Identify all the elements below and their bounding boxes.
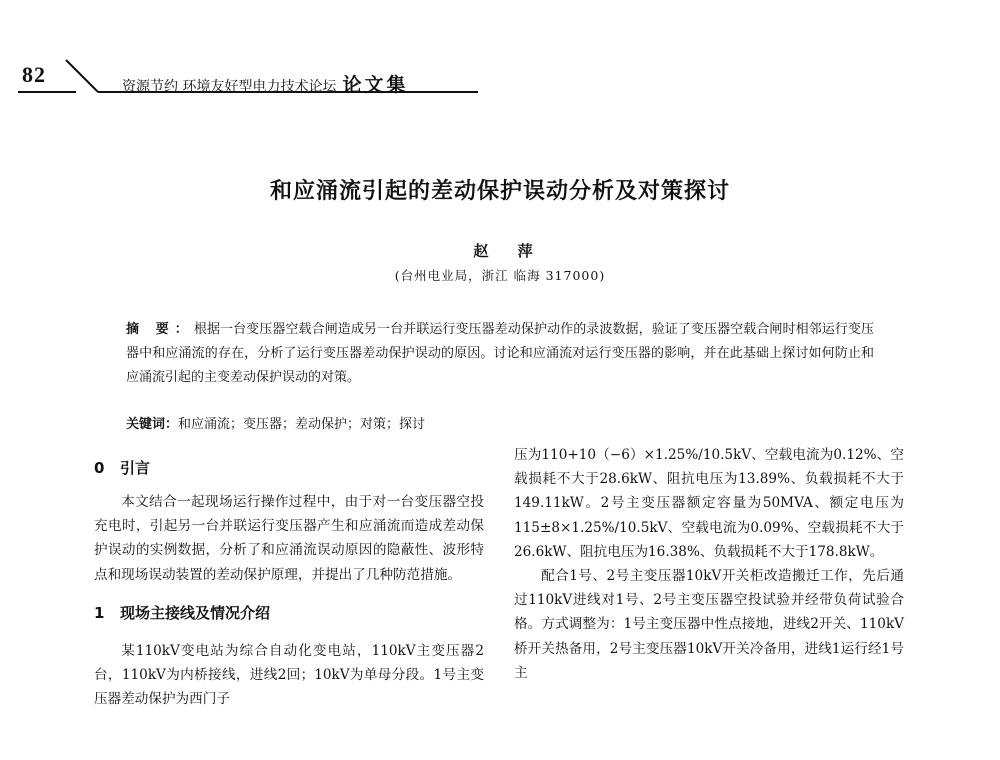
collection-label: 论文集: [342, 74, 409, 96]
keywords: [126, 413, 874, 437]
abstract: [126, 318, 874, 390]
section-number: 1: [94, 603, 105, 622]
section-title: 现场主接线及情况介绍: [120, 603, 271, 622]
left-column: [94, 456, 484, 711]
paper-title: 和应涌流引起的差动保护误动分析及对策探讨: [269, 178, 730, 204]
section-number: 0: [94, 459, 105, 477]
operation-paragraph: 配合1号、2号主变压器10kV开关柜改造搬迁工作，先后通过110kV进线对1号、2号主变压器空投试验并经带负荷试验合格。方式调整为：1号主变压器中性点接地，进线2开关、110kV桥开关热备用，2号主变压器10kV开关冷备用，进线1运行经1号主: [514, 568, 904, 681]
keywords-label: 关键词：: [126, 417, 179, 432]
page-number: 82: [22, 62, 46, 87]
abstract-label: 摘 要：: [126, 322, 194, 337]
transformer-specs-paragraph: 压为110+10（−6）×1.25%/10.5kV、空载电流为0.12%、空载损耗不大于28.6kW、阻抗电压为13.89%、负载损耗不大于149.11kW。2号主变压器额定容量为50MVA、额定电压为115±8×1.25%/10.5kV、空载电流为0.09%、空载损耗不大于26.6kW、阻抗电压为16.38%、负载损耗不大于178.8kW。: [514, 447, 904, 560]
section-title: 引言: [120, 459, 151, 477]
keywords-text: 和应涌流；变压器；差动保护；对策；探讨: [178, 417, 426, 432]
author-name: 赵 萍: [473, 242, 545, 260]
running-header: [122, 70, 408, 97]
intro-paragraph: 本文结合一起现场运行操作过程中，由于对一台变压器空投充电时，引起另一台并联运行变压器产生和应涌流而造成差动保护误动的实例数据，分析了和应涌流误动原因的隐蔽性、波形特点和现场误动装置的差动保护原理，并提出了几种防范措施。: [94, 494, 484, 583]
section-heading-intro: [94, 456, 484, 480]
author-affiliation: (台州电业局，浙江 临海 317000): [394, 268, 606, 283]
abstract-text: 根据一台变压器空载合闸造成另一台并联运行变压器差动保护动作的录波数据，验证了变压器空载合闸时相邻运行变压器中和应涌流的存在，分析了运行变压器差动保护误动的原因。讨论和应涌流对运行变压器的影响，并在此基础上探讨如何防止和应涌流引起的主变差动保护误动的对策。: [126, 322, 874, 385]
wiring-paragraph: 某110kV变电站为综合自动化变电站，110kV主变压器2台，110kV为内桥接线，进线2回；10kV为单母分段。1号主变压器差动保护为西门子: [94, 642, 484, 708]
running-header-text: 资源节约 环境友好型电力技术论坛: [122, 79, 337, 95]
section-heading-wiring: [94, 601, 484, 625]
right-column: [514, 443, 904, 685]
